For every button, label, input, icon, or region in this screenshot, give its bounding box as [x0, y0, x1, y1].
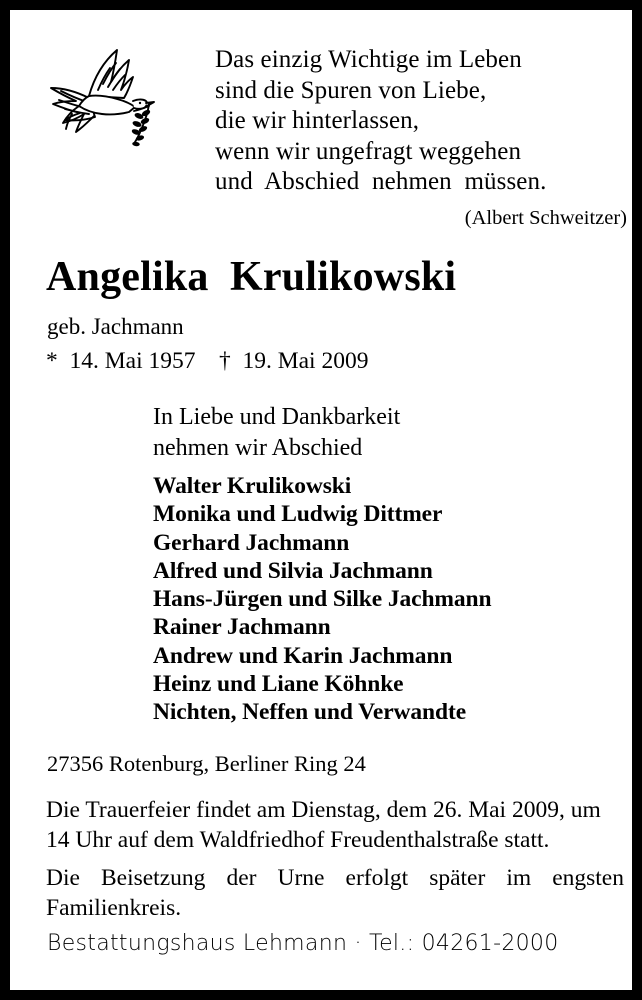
- mourner-name: Alfred und Silvia Jachmann: [153, 557, 433, 584]
- mourner-name: Rainer Jachmann: [153, 614, 331, 641]
- mourner-name: Hans-Jürgen und Silke Jachmann: [153, 586, 492, 613]
- mourner-name: Monika und Ludwig Dittmer: [153, 501, 443, 528]
- poem-line: wenn wir ungefragt weggehen: [215, 137, 522, 165]
- deceased-name: Angelika Krulikowski: [46, 254, 457, 300]
- family-address: 27356 Rotenburg, Berliner Ring 24: [47, 751, 366, 776]
- poem-text: [215, 45, 635, 198]
- dove-with-olive-branch-icon: [45, 38, 165, 153]
- mourner-name: Nichten, Neffen und Verwandte: [153, 699, 467, 726]
- urn-line: Familienkreis.: [46, 895, 182, 921]
- mourner-name: Walter Krulikowski: [153, 473, 352, 499]
- dedication-line: nehmen wir Abschied: [153, 435, 363, 461]
- undertaker-contact: Bestattungshaus Lehmann · Tel.: 04261-2000: [47, 931, 559, 956]
- poem-line: und Abschied nehmen müssen.: [215, 168, 547, 195]
- mourner-name: Gerhard Jachmann: [153, 529, 350, 556]
- ceremony-line: Die Trauerfeier findet am Dienstag, dem 26. Mai 2009, um: [46, 797, 601, 823]
- poem-line: sind die Spuren von Liebe,: [215, 76, 487, 104]
- deceased-dates: * 14. Mai 1957 † 19. Mai 2009: [46, 348, 369, 374]
- notice-inner: [10, 10, 632, 990]
- ceremony-line: 14 Uhr auf dem Waldfriedhof Freudenthalstraße statt.: [46, 827, 550, 853]
- poem-line: Das einzig Wichtige im Leben: [215, 46, 522, 73]
- deceased-maiden-name: geb. Jachmann: [47, 314, 184, 339]
- mourners-list: [153, 472, 492, 727]
- urn-burial-note: [46, 863, 624, 923]
- poem-line: die wir hinterlassen,: [215, 107, 420, 134]
- dedication-line: In Liebe und Dankbarkeit: [153, 404, 401, 430]
- mourner-name: Heinz und Liane Köhnke: [153, 671, 404, 698]
- ceremony-details: [46, 795, 624, 855]
- dedication-text: [153, 402, 400, 464]
- mourner-name: Andrew und Karin Jachmann: [153, 642, 453, 669]
- poem-attribution: (Albert Schweitzer): [464, 207, 627, 229]
- urn-line: Die Beisetzung der Urne erfolgt später im engsten: [46, 865, 624, 891]
